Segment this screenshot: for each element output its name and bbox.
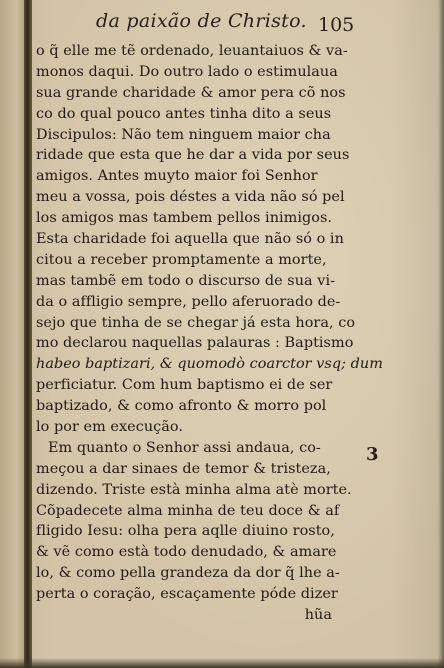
text-line: mo declarou naquellas palauras : Baptismo — [36, 335, 354, 352]
page-number: 105 — [318, 14, 355, 36]
text-line: fligido Iesu: olha pera aqlle diuino rosto, — [36, 523, 335, 540]
text-line: lo por em execução. — [36, 419, 183, 436]
text-line: Discipulos: Não tem ninguem maior cha — [36, 126, 331, 143]
text-line: sua grande charidade & amor pera cõ nos — [36, 84, 346, 101]
book-gutter — [24, 0, 32, 668]
text-line: mas tambẽ em todo o discurso de sua vi- — [36, 272, 336, 289]
text-line: amigos. Antes muyto maior foi Senhor — [36, 168, 318, 185]
text-line: dizendo. Triste està minha alma atè morte. — [36, 481, 352, 498]
text-line: sejo que tinha de se chegar já esta hora, co — [36, 314, 356, 331]
text-line: citou a receber promptamente a morte, — [36, 251, 327, 268]
text-line: meçou a dar sinaes de temor & tristeza, — [36, 460, 331, 477]
text-line: meu a vossa, pois déstes a vida não só pel — [36, 189, 345, 206]
text-line: co do qual pouco antes tinha dito a seus — [36, 105, 332, 122]
text-line: o q̃ elle me tẽ ordenado, leuantaiuos & va- — [36, 43, 348, 59]
text-line-latin: habeo baptizari, & quomodò coarctor vsq; dum — [36, 356, 383, 373]
page-bottom-shadow — [0, 658, 444, 668]
text-line: los amigos mas tambem pellos inimigos. — [36, 210, 333, 227]
text-line-paragraph-start: Em quanto o Senhor assi andaua, co- — [48, 439, 321, 456]
page-right-shadow — [438, 0, 444, 668]
text-line: monos daqui. Do outro lado o estimulaua — [36, 63, 338, 80]
running-title: da paixão de Christo. — [96, 10, 307, 32]
text-line: & vẽ como està todo denudado, & amare — [36, 544, 337, 561]
text-line: perta o coração, escaçamente póde dizer — [36, 586, 338, 603]
text-line: perficiatur. Com hum baptismo ei de ser — [36, 377, 333, 394]
body-text — [36, 41, 383, 626]
text-line: baptizado, & como afronto & morro pol — [36, 398, 327, 415]
text-line: ridade que esta que he dar a vida por seus — [36, 147, 350, 164]
marginal-note: 3 — [366, 444, 379, 465]
text-line: Cõpadecete alma minha de teu doce & af — [36, 502, 340, 519]
text-line: lo, & como pella grandeza da dor q̃ lhe a- — [36, 565, 340, 582]
text-line: Esta charidade foi aquella que não só o in — [36, 231, 344, 248]
catchword: hũa — [304, 607, 332, 624]
text-line: da o affligio sempre, pello aferuorado de- — [36, 293, 341, 310]
